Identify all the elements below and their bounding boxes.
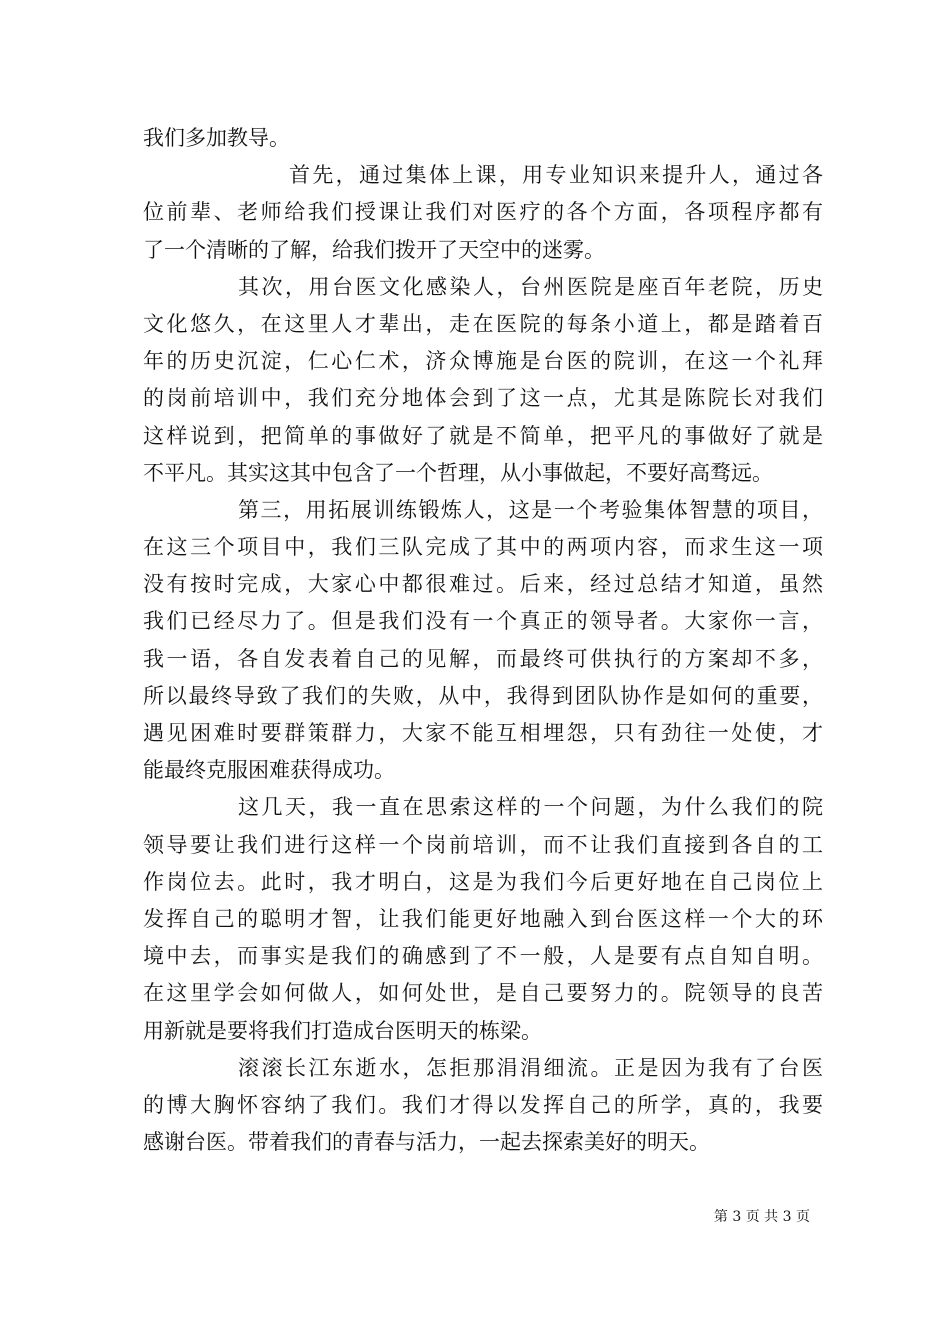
paragraph-1-line-1: 位前辈、老师给我们授课让我们对医疗的各个方面，各项程序都有: [143, 200, 823, 225]
paragraph-3-line-4: 我一语，各自发表着自己的见解，而最终可供执行的方案却不多，: [143, 646, 823, 671]
paragraph-3-line-2: 没有按时完成，大家心中都很难过。后来，经过总结才知道，虽然: [143, 572, 823, 597]
paragraph-3-line-1: 在这三个项目中，我们三队完成了其中的两项内容，而求生这一项: [143, 535, 823, 560]
paragraph-2-line-2: 年的历史沉淀，仁心仁术，济众博施是台医的院训，在这一个礼拜: [143, 349, 823, 374]
paragraph-5-line-0: 滚滚长江东逝水，怎拒那涓涓细流。正是因为我有了台医: [238, 1055, 823, 1080]
paragraph-3-line-6: 遇见困难时要群策群力，大家不能互相埋怨，只有劲往一处使，才: [143, 721, 823, 745]
paragraph-4-line-1: 领导要让我们进行这样一个岗前培训，而不让我们直接到各自的工: [143, 832, 823, 857]
paragraph-3-line-5: 所以最终导致了我们的失败，从中，我得到团队协作是如何的重要，: [143, 683, 823, 708]
paragraph-2-line-0: 其次，用台医文化感染人，台州医院是座百年老院，历史: [238, 274, 823, 299]
paragraph-1-line-2: 了一个清晰的了解，给我们拨开了天空中的迷雾。: [143, 237, 605, 262]
page-number-footer: 第 3 页 共 3 页: [713, 1209, 810, 1225]
paragraph-3-line-0: 第三，用拓展训练锻炼人，这是一个考验集体智慧的项目，: [238, 497, 823, 522]
paragraph-5-line-1: 的博大胸怀容纳了我们。我们才得以发挥自己的所学，真的，我要: [143, 1092, 823, 1117]
paragraph-4-line-2: 作岗位去。此时，我才明白，这是为我们今后更好地在自己岗位上: [143, 869, 823, 894]
paragraph-2-line-4: 这样说到，把简单的事做好了就是不简单，把平凡的事做好了就是: [143, 423, 823, 448]
paragraph-4-line-0: 这几天，我一直在思索这样的一个问题，为什么我们的院: [238, 795, 823, 820]
paragraph-4-line-5: 在这里学会如何做人，如何处世，是自己要努力的。院领导的良苦: [143, 981, 823, 1006]
paragraph-5-line-2: 感谢台医。带着我们的青春与活力，一起去探索美好的明天。: [143, 1130, 710, 1155]
paragraph-1-line-0: 首先，通过集体上课，用专业知识来提升人，通过各: [289, 163, 823, 188]
paragraph-4-line-3: 发挥自己的聪明才智，让我们能更好地融入到台医这样一个大的环: [143, 906, 823, 931]
paragraph-2-line-5: 不平凡。其实这其中包含了一个哲理，从小事做起，不要好高骛远。: [143, 460, 773, 485]
paragraph-0-line-0: 我们多加教导。: [143, 126, 290, 150]
paragraph-4-line-6: 用新就是要将我们打造成台医明天的栋梁。: [143, 1018, 542, 1043]
paragraph-2-line-3: 的岗前培训中，我们充分地体会到了这一点，尤其是陈院长对我们: [143, 386, 823, 411]
paragraph-4-line-4: 境中去，而事实是我们的确感到了不一般，人是要有点自知自明。: [143, 944, 823, 969]
document-body: [143, 120, 823, 1161]
paragraph-2-line-1: 文化悠久，在这里人才辈出，走在医院的每条小道上，都是踏着百: [143, 311, 823, 336]
paragraph-3-line-3: 我们已经尽力了。但是我们没有一个真正的领导者。大家你一言，: [143, 609, 823, 634]
paragraph-3-line-7: 能最终克服困难获得成功。: [143, 758, 395, 783]
